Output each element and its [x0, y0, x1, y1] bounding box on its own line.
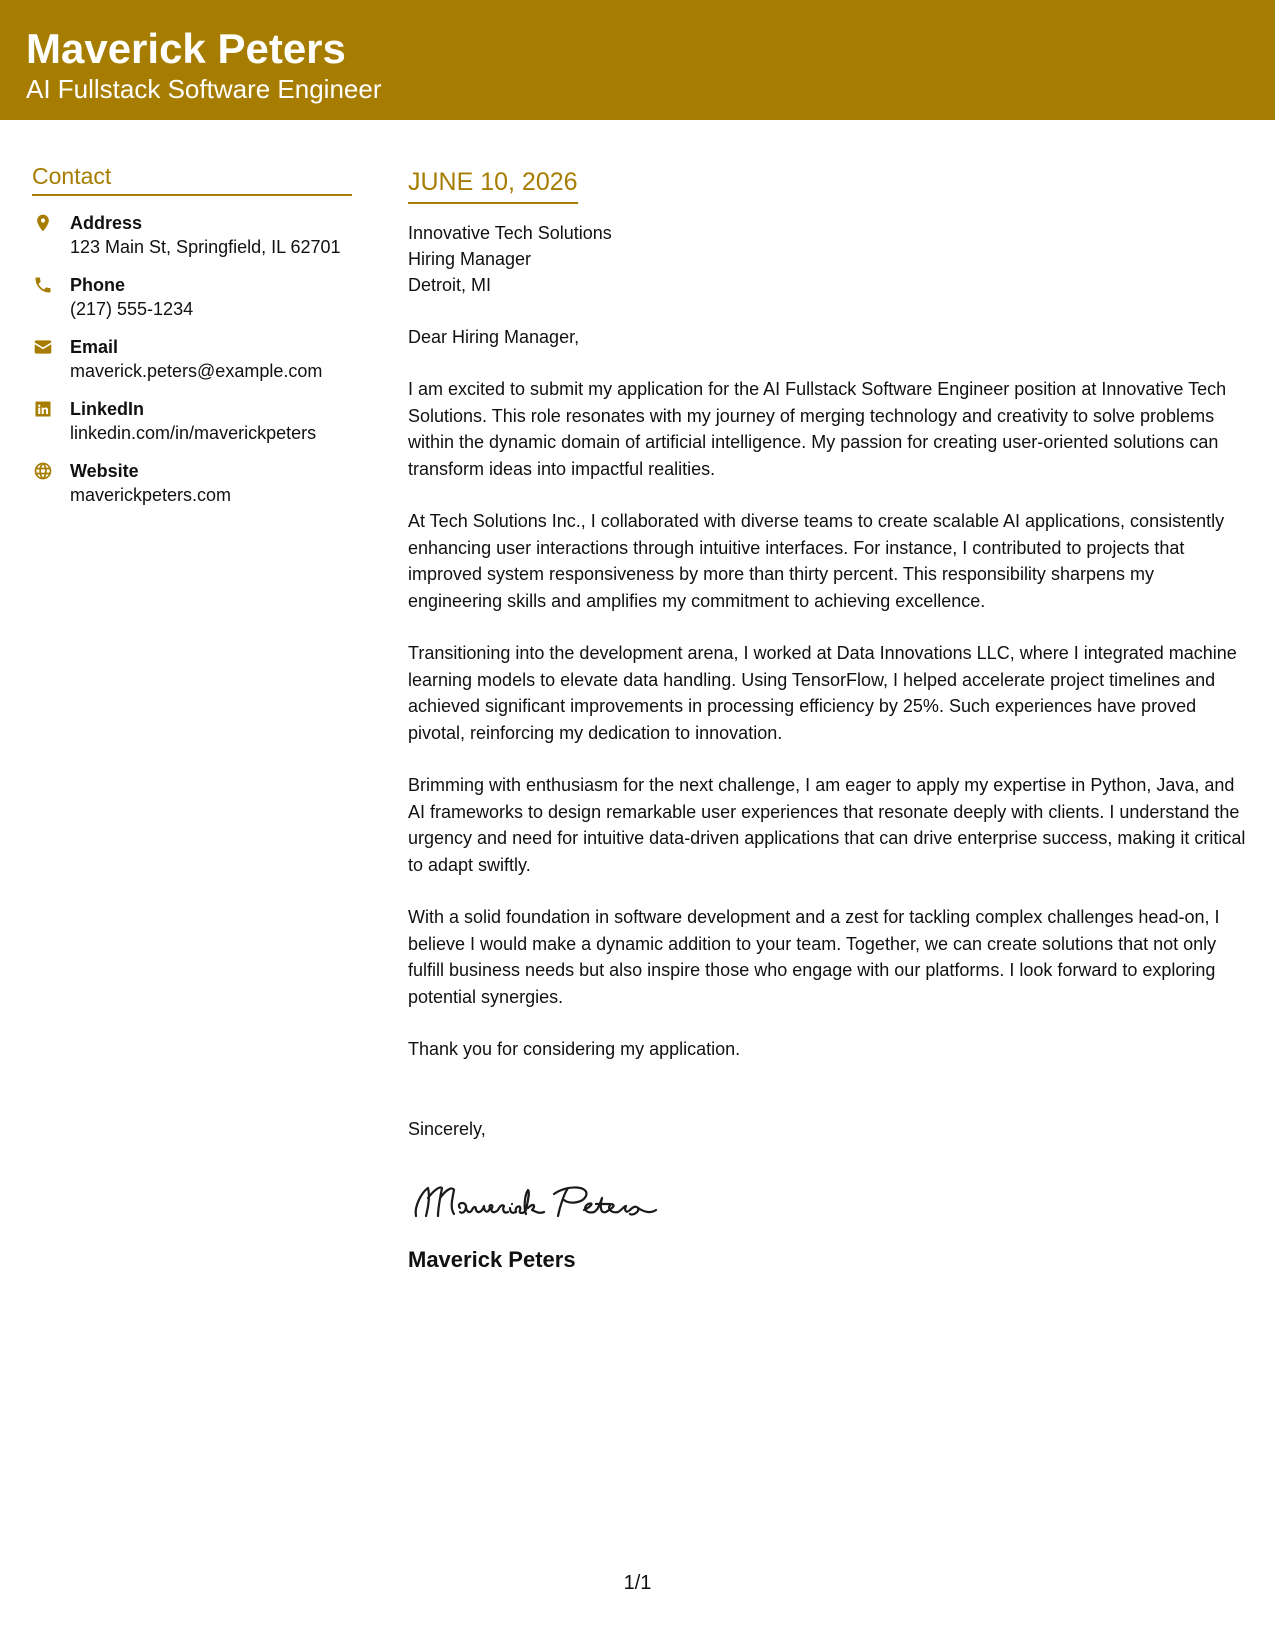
phone-icon: [32, 274, 54, 296]
contact-value: maverick.peters@example.com: [70, 361, 323, 381]
letter-paragraph: With a solid foundation in software development and a zest for tackling complex challenges head-on, I believe I would make a dynamic addition to your team. Together, we can create solutions that not only fulfill business needs but also inspire those who engage with our platforms. I look forward to exploring potential synergies.: [408, 907, 1220, 1007]
contact-item-address: [32, 211, 352, 260]
applicant-role: AI Fullstack Software Engineer: [26, 74, 382, 104]
letter-date: JUNE 10, 2026: [408, 166, 578, 204]
recipient-location: Detroit, MI: [408, 275, 492, 295]
applicant-name: Maverick Peters: [26, 25, 346, 72]
signer-name: Maverick Peters: [408, 1246, 576, 1272]
contact-item-email: [32, 335, 352, 384]
header-banner: [0, 0, 1275, 120]
letter-body: [408, 166, 1253, 1274]
contact-sidebar: [32, 162, 352, 508]
letter-paragraph: I am excited to submit my application for the AI Fullstack Software Engineer position at Innovative Tech Solutions. This role resonates with my journey of merging technology and creativity to solve problems within the dynamic domain of artificial intelligence. My passion for creating user-oriented solutions can transform ideas into impactful realities.: [408, 379, 1227, 479]
recipient-company: Innovative Tech Solutions: [408, 223, 612, 243]
contact-value: 123 Main St, Springfield, IL 62701: [70, 237, 341, 257]
letter-paragraph: Brimming with enthusiasm for the next challenge, I am eager to apply my expertise in Python, Java, and AI frameworks to design remarkable user experiences that resonate deeply with clients. I understand the urgency and need for intuitive data-driven applications that can drive enterprise success, making it critical to adapt swiftly.: [408, 775, 1246, 875]
recipient-title: Hiring Manager: [408, 249, 532, 269]
contact-label: Email: [70, 337, 119, 357]
contact-label: LinkedIn: [70, 399, 145, 419]
closing: Sincerely,: [408, 1118, 486, 1139]
contact-value: linkedin.com/in/maverickpeters: [70, 423, 317, 443]
envelope-icon: [32, 336, 54, 358]
letter-paragraph: Thank you for considering my application.: [408, 1039, 741, 1059]
contact-label: Address: [70, 213, 143, 233]
contact-heading: Contact: [32, 162, 352, 196]
map-pin-icon: [32, 212, 54, 234]
contact-value: maverickpeters.com: [70, 485, 232, 505]
page-number: 1/1: [623, 1572, 652, 1594]
contact-label: Website: [70, 461, 139, 481]
contact-label: Phone: [70, 275, 126, 295]
letter-paragraph: At Tech Solutions Inc., I collaborated with diverse teams to create scalable AI applications, consistently enhancing user interactions through intuitive interfaces. For instance, I contributed to projects that improved system responsiveness by more than thirty percent. This responsibility sharpens my engineering skills and amplifies my commitment to achieving excellence.: [408, 511, 1225, 611]
recipient-block: [408, 220, 1253, 298]
contact-item-linkedin: [32, 397, 352, 446]
contact-item-phone: [32, 273, 352, 322]
letter-paragraph: Transitioning into the development arena, I worked at Data Innovations LLC, where I integrated machine learning models to elevate data handling. Using TensorFlow, I helped accelerate project timelines and achieved significant improvements in processing efficiency by 25%. Such experiences have proved pivotal, reinforcing my dedication to innovation.: [408, 643, 1237, 743]
contact-value: (217) 555-1234: [70, 299, 194, 319]
handwritten-signature: [408, 1176, 668, 1228]
linkedin-icon: [32, 398, 54, 420]
globe-icon: [32, 460, 54, 482]
contact-item-website: [32, 459, 352, 508]
salutation: Dear Hiring Manager,: [408, 327, 580, 347]
